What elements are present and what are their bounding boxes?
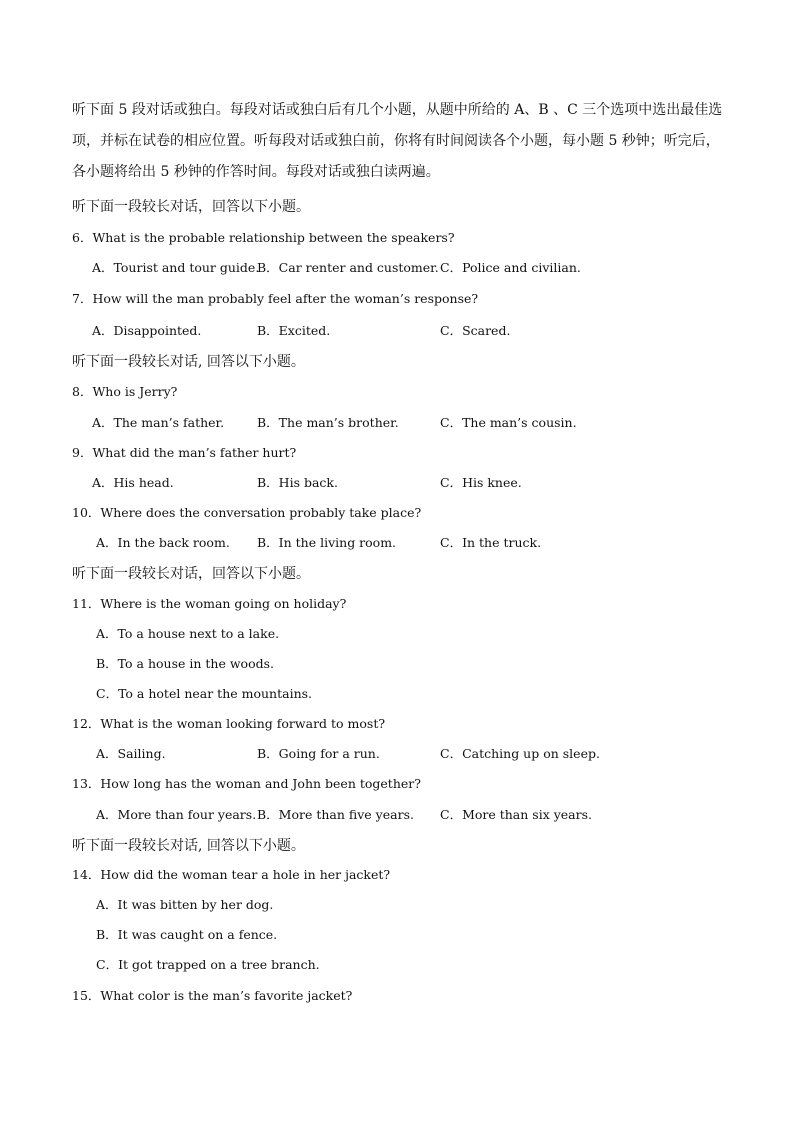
question-8-option-c[interactable]: C．The man’s cousin.	[440, 415, 577, 430]
question-6: 6．What is the probable relationship between the speakers?	[72, 230, 455, 245]
question-13-option-b[interactable]: B．More than five years.	[257, 807, 414, 822]
question-12-option-a[interactable]: A．Sailing.	[96, 746, 166, 761]
question-6-option-a[interactable]: A．Tourist and tour guide.	[92, 260, 260, 275]
question-8-option-b[interactable]: B．The man’s brother.	[257, 415, 399, 430]
question-14-option-c[interactable]: C．It got trapped on a tree branch.	[96, 957, 320, 972]
question-14-option-b[interactable]: B．It was caught on a fence.	[96, 927, 278, 942]
question-11-option-a[interactable]: A．To a house next to a lake.	[96, 626, 280, 641]
section-prompt: 听下面一段较长对话，回答以下小题。	[72, 199, 310, 215]
question-15: 15．What color is the man’s favorite jacket?	[72, 988, 353, 1003]
instructions-line: 项，并标在试卷的相应位置。听每段对话或独白前，你将有时间阅读各个小题，每小题 5 秒钟；听完后，	[72, 133, 720, 149]
question-8-option-a[interactable]: A．The man’s father.	[92, 415, 225, 430]
question-7: 7．How will the man probably feel after the woman’s response?	[72, 291, 479, 306]
question-6-option-b[interactable]: B．Car renter and customer.	[257, 260, 439, 275]
question-12: 12．What is the woman looking forward to most?	[72, 716, 386, 731]
instructions-line: 听下面 5 段对话或独白。每段对话或独白后有几个小题，从题中所给的 A、B 、C 三个选项中选出最佳选	[72, 102, 723, 118]
question-7-option-b[interactable]: B．Excited.	[257, 323, 331, 338]
question-12-option-c[interactable]: C．Catching up on sleep.	[440, 746, 600, 761]
question-9-option-c[interactable]: C．His knee.	[440, 475, 522, 490]
question-13: 13．How long has the woman and John been together?	[72, 776, 421, 791]
section-prompt: 听下面一段较长对话, 回答以下小题。	[72, 354, 305, 370]
question-12-option-b[interactable]: B．Going for a run.	[257, 746, 380, 761]
question-9-option-b[interactable]: B．His back.	[257, 475, 338, 490]
question-13-option-a[interactable]: A．More than four years.	[96, 807, 257, 822]
question-14-option-a[interactable]: A．It was bitten by her dog.	[96, 897, 274, 912]
question-10-option-b[interactable]: B．In the living room.	[257, 535, 397, 550]
question-11: 11．Where is the woman going on holiday?	[72, 596, 347, 611]
section-prompt: 听下面一段较长对话, 回答以下小题。	[72, 838, 305, 854]
instructions-paragraph	[72, 95, 732, 188]
question-11-option-b[interactable]: B．To a house in the woods.	[96, 656, 274, 671]
question-11-option-c[interactable]: C．To a hotel near the mountains.	[96, 686, 313, 701]
question-9: 9．What did the man’s father hurt?	[72, 445, 297, 460]
question-10-option-c[interactable]: C．In the truck.	[440, 535, 542, 550]
question-6-option-c[interactable]: C．Police and civilian.	[440, 260, 581, 275]
question-9-option-a[interactable]: A．His head.	[92, 475, 174, 490]
question-7-option-a[interactable]: A．Disappointed.	[92, 323, 202, 338]
question-13-option-c[interactable]: C．More than six years.	[440, 807, 592, 822]
question-10: 10．Where does the conversation probably take place?	[72, 505, 422, 520]
question-10-option-a[interactable]: A．In the back room.	[96, 535, 230, 550]
section-prompt: 听下面一段较长对话，回答以下小题。	[72, 566, 310, 582]
question-14: 14．How did the woman tear a hole in her jacket?	[72, 867, 391, 882]
question-8: 8．Who is Jerry?	[72, 384, 178, 399]
question-7-option-c[interactable]: C．Scared.	[440, 323, 511, 338]
instructions-line: 各小题将给出 5 秒钟的作答时间。每段对话或独白读两遍。	[72, 164, 440, 180]
